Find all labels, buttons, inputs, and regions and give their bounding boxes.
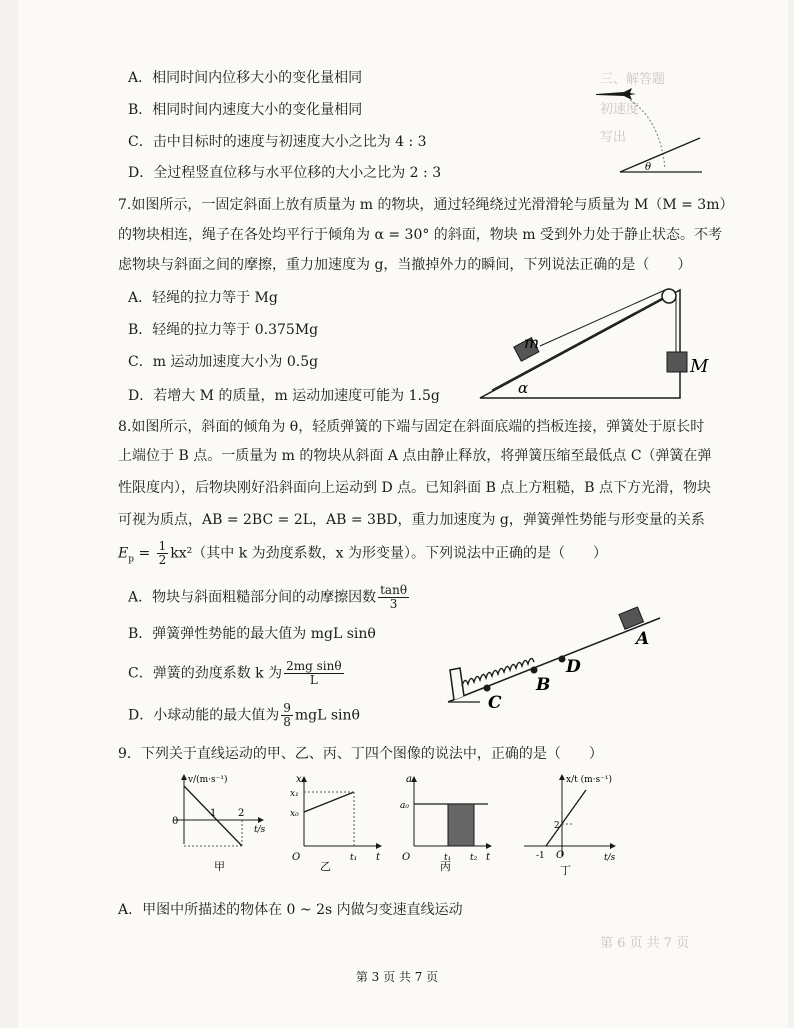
frac-num: tanθ xyxy=(380,583,408,597)
label-m: m xyxy=(524,333,540,352)
q6-figure xyxy=(590,80,710,180)
q7-option-b: B．轻绳的拉力等于 0.375Mg xyxy=(128,322,319,338)
frac-den: 3 xyxy=(389,597,398,611)
incline-surface xyxy=(448,618,660,702)
graph-yi-caption: 乙 xyxy=(320,860,331,872)
bleed-through: 第 6 页 共 7 页 xyxy=(600,936,690,951)
bleed-through: 三、解答题 xyxy=(600,72,666,87)
label-d: D xyxy=(566,657,581,677)
incline xyxy=(480,290,680,398)
q8-stem-3: 性限度内），后物块刚好沿斜面向上运动到 D 点。已知斜面 B 点上方粗糙，B 点下方光滑，物块 xyxy=(118,480,712,496)
incline-top-edge xyxy=(492,294,670,390)
graph-ding-tick-neg1: -1 xyxy=(536,851,545,861)
svg-text:θ: θ xyxy=(645,162,652,173)
q7-stem-2: 的物块相连，绳子在各处均平行于倾角为 α = 30° 的斜面，物块 m 受到外力处于静止状态。不考 xyxy=(118,227,722,243)
label-b: B xyxy=(536,675,551,695)
x-t-line xyxy=(304,792,354,812)
q8-option-c-frac xyxy=(284,660,343,687)
equals: = xyxy=(134,545,155,562)
label-c: C xyxy=(488,693,502,713)
graph-bing-tick-t2: t₂ xyxy=(470,853,478,863)
graph-yi-tick-x1: x₁ xyxy=(290,789,299,799)
q8-stem-1: 8.如图所示，斜面的倾角为 θ，轻质弹簧的下端与固定在斜面底端的挡板连接，弹簧处于原长时 xyxy=(118,419,705,435)
graph-yi-tick-x0: x₀ xyxy=(290,809,299,819)
q8-option-c xyxy=(128,660,346,687)
graph-yi-tick-o: O xyxy=(292,852,301,863)
trajectory-arc xyxy=(630,100,665,168)
graph-yi-ylabel: x xyxy=(296,774,302,785)
label-big-m: M xyxy=(690,356,709,377)
frac-num: 2mg sinθ xyxy=(286,659,342,673)
page-footer: 第 3 页 共 7 页 xyxy=(355,970,439,984)
q6-option-d: D．全过程竖直位移与水平位移的大小之比为 2 : 3 xyxy=(128,165,442,181)
q8-stem-5-post: kx²（其中 k 为劲度系数，x 为形变量）。下列说法中正确的是（ ） xyxy=(170,545,608,562)
q7-option-d: D．若增大 M 的质量，m 运动加速度可能为 1.5g xyxy=(128,388,440,404)
graph-bing-ylabel: a xyxy=(406,774,412,785)
graph-yi-xlabel: t xyxy=(376,852,381,863)
graph-ding-tick-o: O xyxy=(556,850,565,861)
frac-den: 8 xyxy=(283,715,291,729)
q8-option-d-text: D．小球动能的最大值为 xyxy=(128,707,280,724)
graph-bing-tick-t1: t₁ xyxy=(444,853,452,863)
point-b xyxy=(531,667,538,674)
q8-option-a-text: A．物块与斜面粗糙部分间的动摩擦因数 xyxy=(128,589,377,606)
pulley xyxy=(662,289,676,303)
graph-yi xyxy=(290,772,390,872)
q9-stem: 9．下列关于直线运动的甲、乙、丙、丁四个图像的说法中，正确的是（ ） xyxy=(118,746,603,762)
q8-option-a-frac xyxy=(378,584,409,611)
stopper-plate xyxy=(450,668,464,700)
graph-ding-ylabel: x/t (m·s⁻¹) xyxy=(566,775,612,785)
frac-den: L xyxy=(309,673,318,687)
q9-option-a: A．甲图中所描述的物体在 0 ~ 2s 内做匀变速直线运动 xyxy=(118,902,463,918)
q6-option-b: B．相同时间内速度大小的变化量相同 xyxy=(128,102,363,118)
graph-yi-tick-t1: t₁ xyxy=(350,853,358,863)
graph-bing-tick-a0: a₀ xyxy=(400,801,409,811)
q6-option-a: A．相同时间内位移大小的变化量相同 xyxy=(128,70,363,86)
frac-num: 1 xyxy=(158,539,167,553)
label-alpha: α xyxy=(518,379,529,397)
graph-jia-ylabel: v/(m·s⁻¹) xyxy=(188,775,228,785)
point-c xyxy=(484,685,491,692)
rope-slope xyxy=(540,290,665,346)
plane-icon xyxy=(596,88,636,100)
graph-ding-tick-2: 2 xyxy=(554,821,560,831)
frac-num: 9 xyxy=(283,701,291,715)
graph-jia-caption: 甲 xyxy=(214,860,225,873)
ep-symbol: E xyxy=(118,545,129,562)
graph-jia-xlabel: t/s xyxy=(254,825,266,835)
graph-jia-tick-0: 0 xyxy=(172,816,179,827)
q7-option-c: C．m 运动加速度大小为 0.5g xyxy=(128,354,319,370)
graph-jia-tick-1: 1 xyxy=(210,808,217,819)
bleed-through: 写出 xyxy=(600,130,627,145)
q8-stem-4: 可视为质点，AB = 2BC = 2L，AB = 3BD，重力加速度为 g，弹簧弹性势能与形变量的关系 xyxy=(118,512,705,528)
q8-option-d xyxy=(128,702,360,729)
q8-option-a xyxy=(128,584,411,611)
q7-stem-1: 7.如图所示，一固定斜面上放有质量为 m 的物块，通过轻绳绕过光滑滑轮与质量为 M（M = 3m） xyxy=(118,197,734,213)
q7-option-a: A．轻绳的拉力等于 Mg xyxy=(128,290,278,306)
half-fraction xyxy=(157,540,169,567)
graph-jia xyxy=(166,770,276,878)
graph-ding xyxy=(516,770,626,878)
q8-option-b: B．弹簧弹性势能的最大值为 mgL sinθ xyxy=(128,626,376,642)
graph-ding-xlabel: t/s xyxy=(604,853,616,863)
graph-bing-tick-o: O xyxy=(402,852,411,863)
q8-option-d-post: mgL sinθ xyxy=(294,707,360,724)
frac-den: 2 xyxy=(158,553,167,567)
block-big-m xyxy=(667,352,687,372)
graph-bing-xlabel: t xyxy=(486,852,491,863)
graph-ding-caption: 丁 xyxy=(560,864,571,877)
q8-figure xyxy=(440,592,670,714)
q8-option-d-frac xyxy=(281,702,293,729)
q8-option-c-text: C．弹簧的劲度系数 k 为 xyxy=(128,665,283,682)
q6-option-c: C．击中目标时的速度与初速度大小之比为 4 : 3 xyxy=(128,134,427,150)
q7-stem-3: 虑物块与斜面之间的摩擦，重力加速度为 g，当撤掉外力的瞬间，下列说法正确的是（ ） xyxy=(118,257,692,273)
label-a: A xyxy=(636,629,650,649)
q8-stem-5 xyxy=(118,540,607,569)
shaded-area xyxy=(448,804,474,846)
ep-subscript: p xyxy=(128,554,134,565)
point-d xyxy=(559,656,566,663)
graph-jia-tick-2: 2 xyxy=(238,808,245,819)
bleed-through: 初速度 xyxy=(600,102,640,117)
q7-figure xyxy=(470,280,720,405)
graph-bing xyxy=(400,772,500,872)
xt-t-line xyxy=(546,790,586,846)
graph-bing-caption: 丙 xyxy=(440,860,451,872)
q8-stem-2: 上端位于 B 点。一质量为 m 的物块从斜面 A 点由静止释放，将弹簧压缩至最低点 C（弹簧在弹 xyxy=(118,448,712,464)
